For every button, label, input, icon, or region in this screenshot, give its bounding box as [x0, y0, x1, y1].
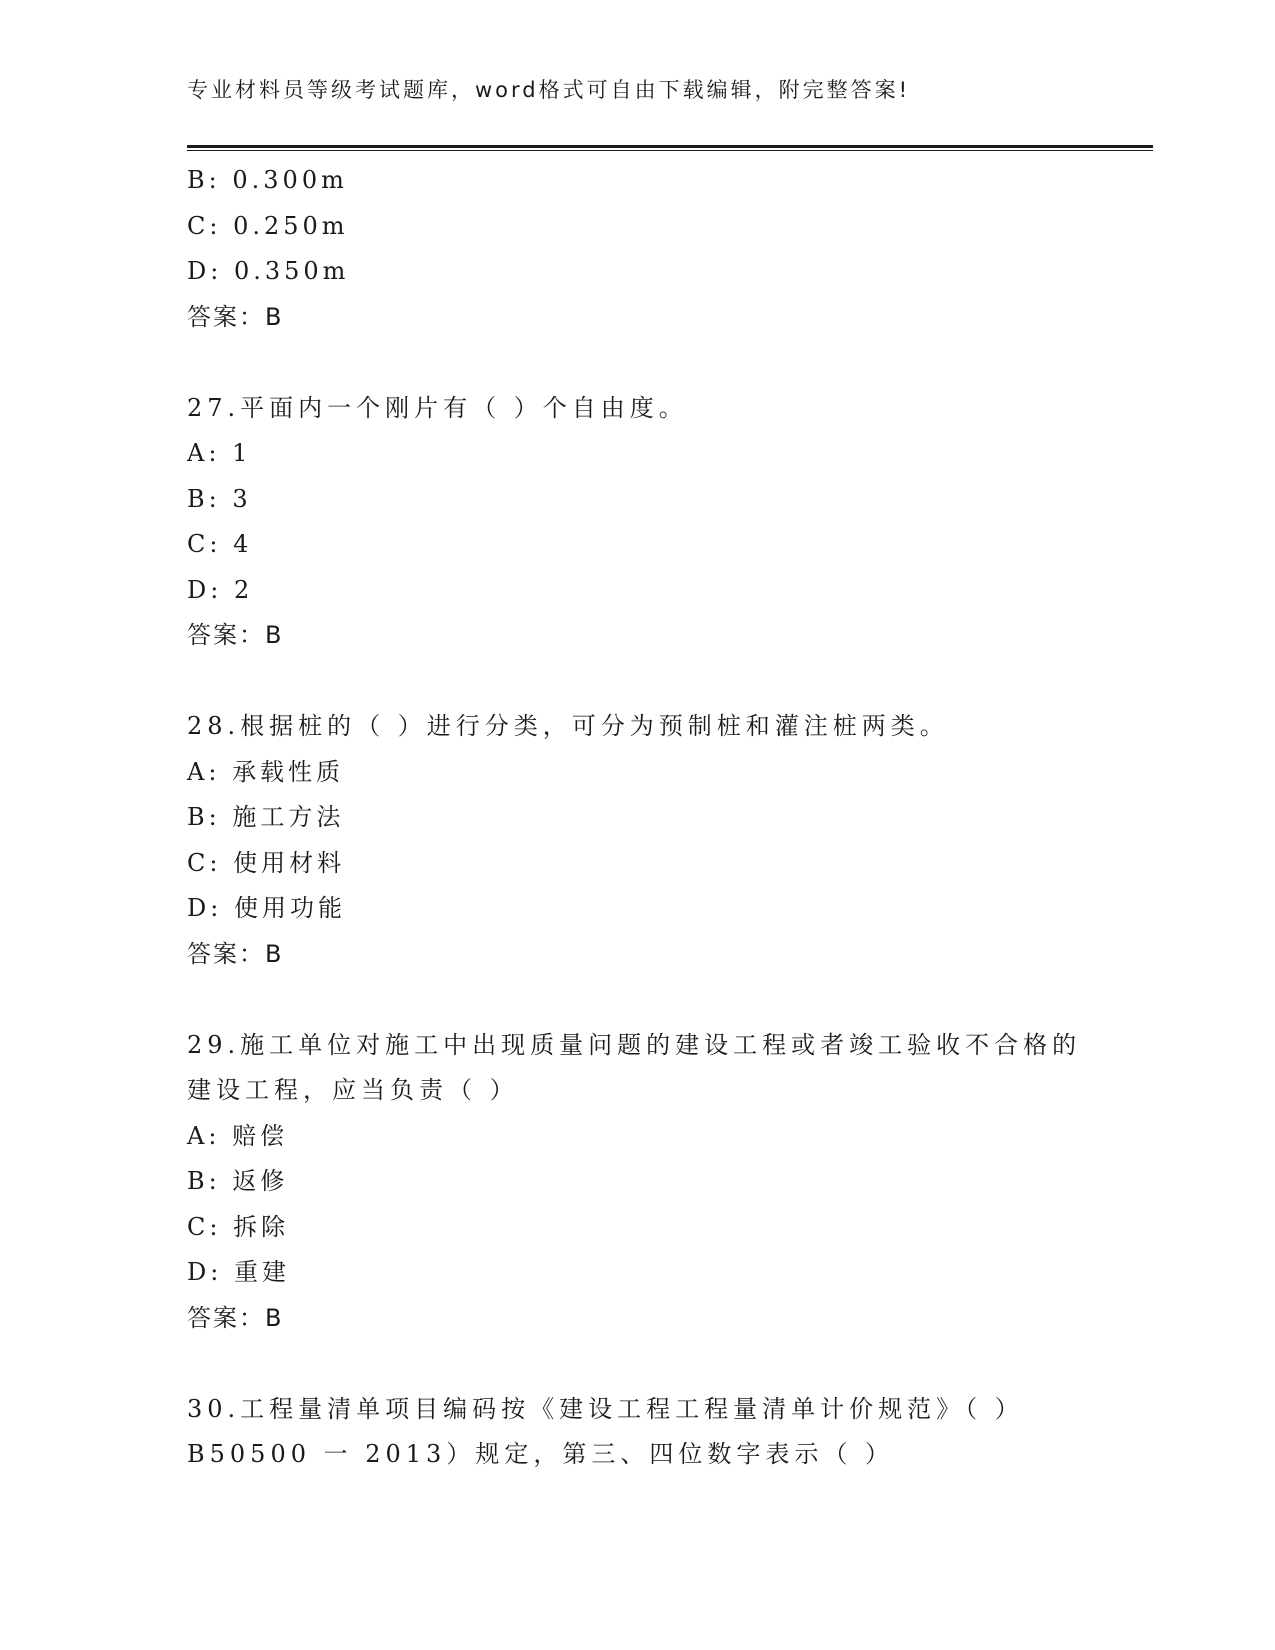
option-text: 使用功能: [233, 894, 346, 922]
spacer: [187, 340, 1107, 386]
option-line: [187, 750, 1107, 796]
option-line: [187, 1114, 1107, 1160]
option-line: [187, 204, 1107, 250]
option-text: 0.250m: [233, 211, 349, 240]
option-text: 3: [232, 484, 252, 513]
question-stem: 29.施工单位对施工中出现质量问题的建设工程或者竣工验收不合格的: [187, 1030, 1082, 1059]
question-content: [187, 158, 1107, 1478]
option-line: [187, 568, 1107, 614]
option-line: [187, 249, 1107, 295]
option-text: 拆除: [233, 1212, 290, 1241]
prev-question-options: [187, 158, 1107, 340]
question-30: [187, 1387, 1107, 1478]
option-text: 重建: [233, 1258, 290, 1286]
question-stem: 27.平面内一个刚片有（ ）个自由度。: [187, 393, 688, 422]
option-text: 赔偿: [232, 1121, 289, 1150]
option-text: 0.350m: [233, 257, 350, 285]
option-text: 返修: [232, 1167, 289, 1195]
option-text: 0.300m: [232, 166, 348, 194]
option-label: C:: [187, 530, 222, 558]
answer-line: 答案：B: [187, 939, 284, 968]
option-text: 1: [232, 439, 252, 467]
option-line: [187, 522, 1107, 568]
question-stem: 28.根据桩的（ ）进行分类，可分为预制桩和灌注桩两类。: [187, 712, 949, 740]
option-label: B:: [187, 803, 221, 831]
header-divider: [187, 145, 1153, 151]
question-28: [187, 704, 1107, 750]
question-29: [187, 1023, 1107, 1114]
option-line: [187, 1250, 1107, 1296]
option-label: A:: [187, 1121, 221, 1150]
question-stem: 30.工程量清单项目编码按《建设工程工程量清单计价规范》（ ）: [187, 1394, 1024, 1423]
option-label: C:: [187, 848, 222, 877]
page-header: 专业材料员等级考试题库，word格式可自由下载编辑，附完整答案!: [187, 78, 911, 102]
option-line: [187, 795, 1107, 841]
answer-line: 答案：B: [187, 302, 284, 331]
option-line: [187, 158, 1107, 204]
option-label: D:: [187, 1258, 223, 1286]
option-label: C:: [187, 211, 222, 240]
option-label: B:: [187, 484, 221, 513]
option-line: [187, 477, 1107, 523]
option-text: 承载性质: [232, 757, 345, 786]
option-label: D:: [187, 257, 223, 285]
answer-line: 答案：B: [187, 621, 284, 649]
option-text: 4: [233, 530, 253, 558]
option-line: [187, 431, 1107, 477]
option-label: B:: [187, 1167, 221, 1195]
option-line: [187, 886, 1107, 932]
option-line: [187, 1205, 1107, 1251]
question-stem: B50500 一 2013）规定，第三、四位数字表示（ ）: [187, 1440, 894, 1468]
option-text: 使用材料: [233, 848, 346, 877]
option-text: 施工方法: [232, 803, 345, 831]
question-27: [187, 386, 1107, 432]
option-text: 2: [233, 575, 254, 604]
option-label: B:: [187, 166, 221, 194]
option-line: [187, 841, 1107, 887]
option-label: A:: [187, 439, 221, 467]
option-label: D:: [187, 575, 223, 604]
answer-line: 答案：B: [187, 1303, 284, 1332]
spacer: [187, 659, 1107, 705]
spacer: [187, 1341, 1107, 1387]
option-label: D:: [187, 894, 223, 922]
spacer: [187, 977, 1107, 1023]
option-label: C:: [187, 1212, 222, 1241]
option-line: [187, 1159, 1107, 1205]
option-label: A:: [187, 757, 221, 786]
question-stem: 建设工程，应当负责（ ）: [187, 1076, 519, 1104]
